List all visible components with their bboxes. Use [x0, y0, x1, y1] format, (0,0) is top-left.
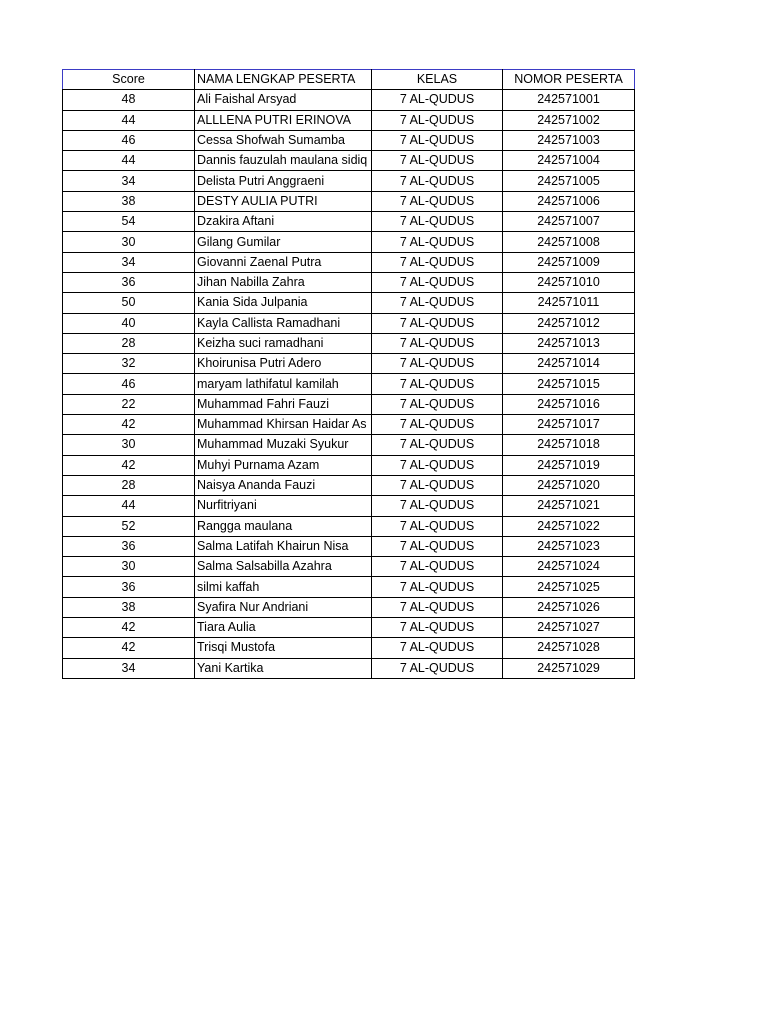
participant-table [62, 69, 635, 679]
cell-kelas: 7 AL-QUDUS [372, 455, 503, 475]
cell-nama: Nurfitriyani [195, 496, 372, 516]
table-row [63, 475, 635, 495]
table-row [63, 252, 635, 272]
table-row [63, 394, 635, 414]
cell-kelas: 7 AL-QUDUS [372, 658, 503, 678]
cell-kelas: 7 AL-QUDUS [372, 171, 503, 191]
cell-nama: Delista Putri Anggraeni [195, 171, 372, 191]
cell-score: 48 [63, 90, 195, 110]
cell-nomor: 242571006 [503, 191, 635, 211]
cell-nama: Cessa Shofwah Sumamba [195, 130, 372, 150]
cell-nama: Syafira Nur Andriani [195, 597, 372, 617]
cell-kelas: 7 AL-QUDUS [372, 313, 503, 333]
table-row [63, 516, 635, 536]
cell-score: 30 [63, 232, 195, 252]
cell-nomor: 242571017 [503, 415, 635, 435]
cell-nama: Keizha suci ramadhani [195, 333, 372, 353]
cell-nomor: 242571018 [503, 435, 635, 455]
table-row [63, 658, 635, 678]
table-row [63, 90, 635, 110]
cell-nama: Muhammad Khirsan Haidar As [195, 415, 372, 435]
cell-score: 34 [63, 171, 195, 191]
cell-nomor: 242571013 [503, 333, 635, 353]
cell-kelas: 7 AL-QUDUS [372, 638, 503, 658]
cell-kelas: 7 AL-QUDUS [372, 90, 503, 110]
cell-score: 34 [63, 252, 195, 272]
cell-nomor: 242571027 [503, 618, 635, 638]
cell-kelas: 7 AL-QUDUS [372, 151, 503, 171]
table-row [63, 597, 635, 617]
cell-kelas: 7 AL-QUDUS [372, 475, 503, 495]
cell-nama: ALLLENA PUTRI ERINOVA [195, 110, 372, 130]
cell-nama: Rangga maulana [195, 516, 372, 536]
cell-score: 42 [63, 455, 195, 475]
cell-kelas: 7 AL-QUDUS [372, 272, 503, 292]
cell-score: 30 [63, 435, 195, 455]
table-row [63, 272, 635, 292]
table-row [63, 171, 635, 191]
table-row [63, 496, 635, 516]
cell-nomor: 242571011 [503, 293, 635, 313]
cell-nama: Giovanni Zaenal Putra [195, 252, 372, 272]
table-row [63, 415, 635, 435]
table-body [63, 90, 635, 679]
cell-score: 38 [63, 597, 195, 617]
cell-kelas: 7 AL-QUDUS [372, 597, 503, 617]
cell-kelas: 7 AL-QUDUS [372, 374, 503, 394]
cell-kelas: 7 AL-QUDUS [372, 516, 503, 536]
cell-nama: Salma Salsabilla Azahra [195, 557, 372, 577]
cell-kelas: 7 AL-QUDUS [372, 415, 503, 435]
cell-nama: Kania Sida Julpania [195, 293, 372, 313]
cell-nomor: 242571010 [503, 272, 635, 292]
cell-score: 46 [63, 374, 195, 394]
cell-kelas: 7 AL-QUDUS [372, 110, 503, 130]
cell-kelas: 7 AL-QUDUS [372, 496, 503, 516]
cell-score: 30 [63, 557, 195, 577]
cell-kelas: 7 AL-QUDUS [372, 293, 503, 313]
table-row [63, 374, 635, 394]
cell-nomor: 242571012 [503, 313, 635, 333]
cell-score: 40 [63, 313, 195, 333]
cell-nama: Muhammad Fahri Fauzi [195, 394, 372, 414]
cell-nama: Naisya Ananda Fauzi [195, 475, 372, 495]
table-row [63, 191, 635, 211]
cell-nomor: 242571021 [503, 496, 635, 516]
cell-nama: Gilang Gumilar [195, 232, 372, 252]
cell-nomor: 242571024 [503, 557, 635, 577]
table-row [63, 557, 635, 577]
cell-score: 32 [63, 354, 195, 374]
table-row [63, 577, 635, 597]
table-row [63, 130, 635, 150]
cell-nama: silmi kaffah [195, 577, 372, 597]
table-row [63, 212, 635, 232]
cell-nomor: 242571025 [503, 577, 635, 597]
cell-nomor: 242571009 [503, 252, 635, 272]
cell-nama: Kayla Callista Ramadhani [195, 313, 372, 333]
cell-kelas: 7 AL-QUDUS [372, 130, 503, 150]
cell-kelas: 7 AL-QUDUS [372, 435, 503, 455]
cell-nomor: 242571005 [503, 171, 635, 191]
cell-nomor: 242571026 [503, 597, 635, 617]
cell-nomor: 242571008 [503, 232, 635, 252]
cell-nama: Tiara Aulia [195, 618, 372, 638]
cell-score: 28 [63, 475, 195, 495]
cell-kelas: 7 AL-QUDUS [372, 232, 503, 252]
cell-nama: Ali Faishal Arsyad [195, 90, 372, 110]
cell-nama: Salma Latifah Khairun Nisa [195, 536, 372, 556]
cell-nama: Khoirunisa Putri Adero [195, 354, 372, 374]
table-row [63, 435, 635, 455]
table-row [63, 354, 635, 374]
header-row [63, 70, 635, 90]
table-row [63, 232, 635, 252]
cell-kelas: 7 AL-QUDUS [372, 618, 503, 638]
header-kelas: KELAS [372, 70, 503, 90]
cell-kelas: 7 AL-QUDUS [372, 394, 503, 414]
table-row [63, 536, 635, 556]
cell-nama: Yani Kartika [195, 658, 372, 678]
header-nama: NAMA LENGKAP PESERTA [195, 70, 372, 90]
cell-score: 52 [63, 516, 195, 536]
table-row [63, 110, 635, 130]
cell-nama: Dzakira Aftani [195, 212, 372, 232]
cell-kelas: 7 AL-QUDUS [372, 212, 503, 232]
table-row [63, 455, 635, 475]
cell-kelas: 7 AL-QUDUS [372, 354, 503, 374]
cell-nomor: 242571019 [503, 455, 635, 475]
cell-nomor: 242571015 [503, 374, 635, 394]
cell-score: 22 [63, 394, 195, 414]
cell-nomor: 242571007 [503, 212, 635, 232]
cell-score: 42 [63, 618, 195, 638]
table-row [63, 333, 635, 353]
cell-nomor: 242571016 [503, 394, 635, 414]
cell-nama: DESTY AULIA PUTRI [195, 191, 372, 211]
cell-kelas: 7 AL-QUDUS [372, 577, 503, 597]
cell-score: 44 [63, 151, 195, 171]
cell-nomor: 242571001 [503, 90, 635, 110]
cell-nomor: 242571029 [503, 658, 635, 678]
cell-nama: Muhyi Purnama Azam [195, 455, 372, 475]
cell-score: 42 [63, 638, 195, 658]
cell-score: 36 [63, 536, 195, 556]
cell-score: 38 [63, 191, 195, 211]
cell-kelas: 7 AL-QUDUS [372, 536, 503, 556]
cell-score: 36 [63, 272, 195, 292]
table-row [63, 618, 635, 638]
table-row [63, 313, 635, 333]
cell-score: 54 [63, 212, 195, 232]
table-row [63, 293, 635, 313]
cell-score: 44 [63, 496, 195, 516]
cell-nomor: 242571022 [503, 516, 635, 536]
cell-kelas: 7 AL-QUDUS [372, 333, 503, 353]
cell-score: 46 [63, 130, 195, 150]
cell-nomor: 242571003 [503, 130, 635, 150]
cell-score: 28 [63, 333, 195, 353]
cell-score: 50 [63, 293, 195, 313]
cell-nama: Trisqi Mustofa [195, 638, 372, 658]
header-nomor: NOMOR PESERTA [503, 70, 635, 90]
table-header [63, 70, 635, 90]
cell-nomor: 242571014 [503, 354, 635, 374]
cell-nama: Dannis fauzulah maulana sidiq [195, 151, 372, 171]
cell-nomor: 242571028 [503, 638, 635, 658]
cell-nomor: 242571023 [503, 536, 635, 556]
cell-score: 36 [63, 577, 195, 597]
cell-nama: Muhammad Muzaki Syukur [195, 435, 372, 455]
table-row [63, 151, 635, 171]
cell-score: 42 [63, 415, 195, 435]
cell-nomor: 242571004 [503, 151, 635, 171]
cell-nomor: 242571020 [503, 475, 635, 495]
cell-kelas: 7 AL-QUDUS [372, 252, 503, 272]
cell-nomor: 242571002 [503, 110, 635, 130]
cell-nama: maryam lathifatul kamilah [195, 374, 372, 394]
cell-kelas: 7 AL-QUDUS [372, 191, 503, 211]
table-row [63, 638, 635, 658]
cell-score: 44 [63, 110, 195, 130]
cell-kelas: 7 AL-QUDUS [372, 557, 503, 577]
cell-score: 34 [63, 658, 195, 678]
header-score: Score [63, 70, 195, 90]
cell-nama: Jihan Nabilla Zahra [195, 272, 372, 292]
